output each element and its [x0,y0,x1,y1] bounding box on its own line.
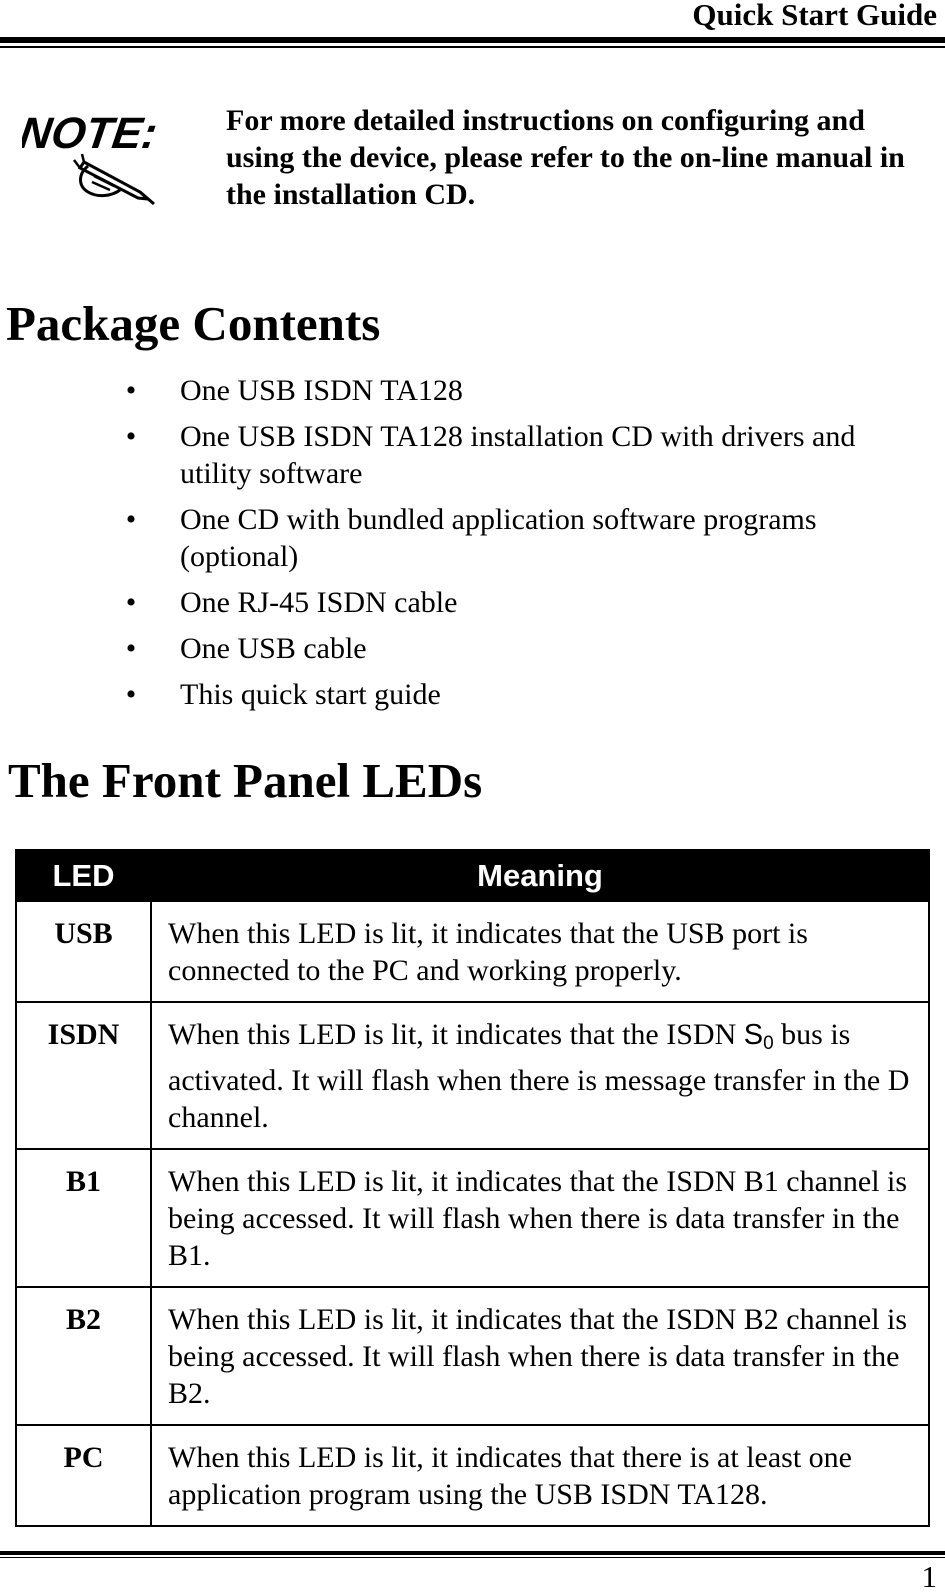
list-item [0,584,945,621]
list-item [0,630,945,667]
list-item [0,676,945,713]
page-number: 1 [921,1559,937,1594]
header-rule-thin [0,46,945,48]
led-meaning: When this LED is lit, it indicates that there is at least one application program using the USB ISDN TA128. [151,1425,929,1526]
list-item [0,418,945,492]
bus-subscript: 0 [763,1033,774,1054]
bullet-icon: • [125,503,137,536]
footer-rule-thin [0,1557,945,1558]
header-rule [0,37,945,43]
list-item-text: One CD with bundled application software programs (optional) [180,503,817,573]
bullet-icon: • [125,678,137,711]
list-item [0,501,945,575]
bullet-icon: • [125,586,137,619]
table-row [16,1287,929,1425]
led-meaning: When this LED is lit, it indicates that the ISDN B1 channel is being accessed. It will flash when there is data transfer in the B1. [151,1149,929,1287]
led-meaning-part: When this LED is lit, it indicates that the ISDN [168,1018,744,1051]
column-header-meaning: Meaning [151,850,929,901]
led-name: ISDN [16,1002,151,1149]
led-meaning: When this LED is lit, it indicates that the ISDN B2 channel is being accessed. It will flash when there is data transfer in the B2. [151,1287,929,1425]
led-meaning [151,1002,929,1149]
header-title: Quick Start Guide [692,0,937,32]
bullet-icon: • [125,374,137,407]
column-header-led: LED [16,850,151,901]
led-name: B1 [16,1149,151,1287]
footer-rule [0,1551,945,1555]
led-name: PC [16,1425,151,1526]
package-contents-list [0,372,945,722]
list-item-text: One USB cable [180,632,367,665]
list-item-text: One USB ISDN TA128 installation CD with drivers and utility software [180,420,856,490]
table-row [16,1425,929,1526]
note-icon-label: NOTE: [22,109,161,158]
list-item-text: One USB ISDN TA128 [180,374,463,407]
table-header-row [16,850,929,901]
table-row [16,1002,929,1149]
led-meaning: When this LED is lit, it indicates that the USB port is connected to the PC and working properly. [151,901,929,1002]
led-meaning-part: bus is activated. It will flash when there is message transfer in the D channel. [168,1018,910,1134]
table-row [16,1149,929,1287]
table-row [16,901,929,1002]
bus-name: S [743,1019,764,1051]
list-item-text: This quick start guide [180,678,441,711]
bullet-icon: • [125,420,137,453]
note-text: For more detailed instructions on configuring and using the device, please refer to the on-line manual in the installation CD. [226,104,905,211]
led-table [15,849,930,1527]
package-contents-heading: Package Contents [6,296,381,351]
bullet-icon: • [125,632,137,665]
front-panel-leds-heading: The Front Panel LEDs [8,753,483,808]
list-item [0,372,945,409]
list-item-text: One RJ-45 ISDN cable [180,586,458,619]
led-name: USB [16,901,151,1002]
led-name: B2 [16,1287,151,1425]
note-pencil-icon [22,104,172,214]
